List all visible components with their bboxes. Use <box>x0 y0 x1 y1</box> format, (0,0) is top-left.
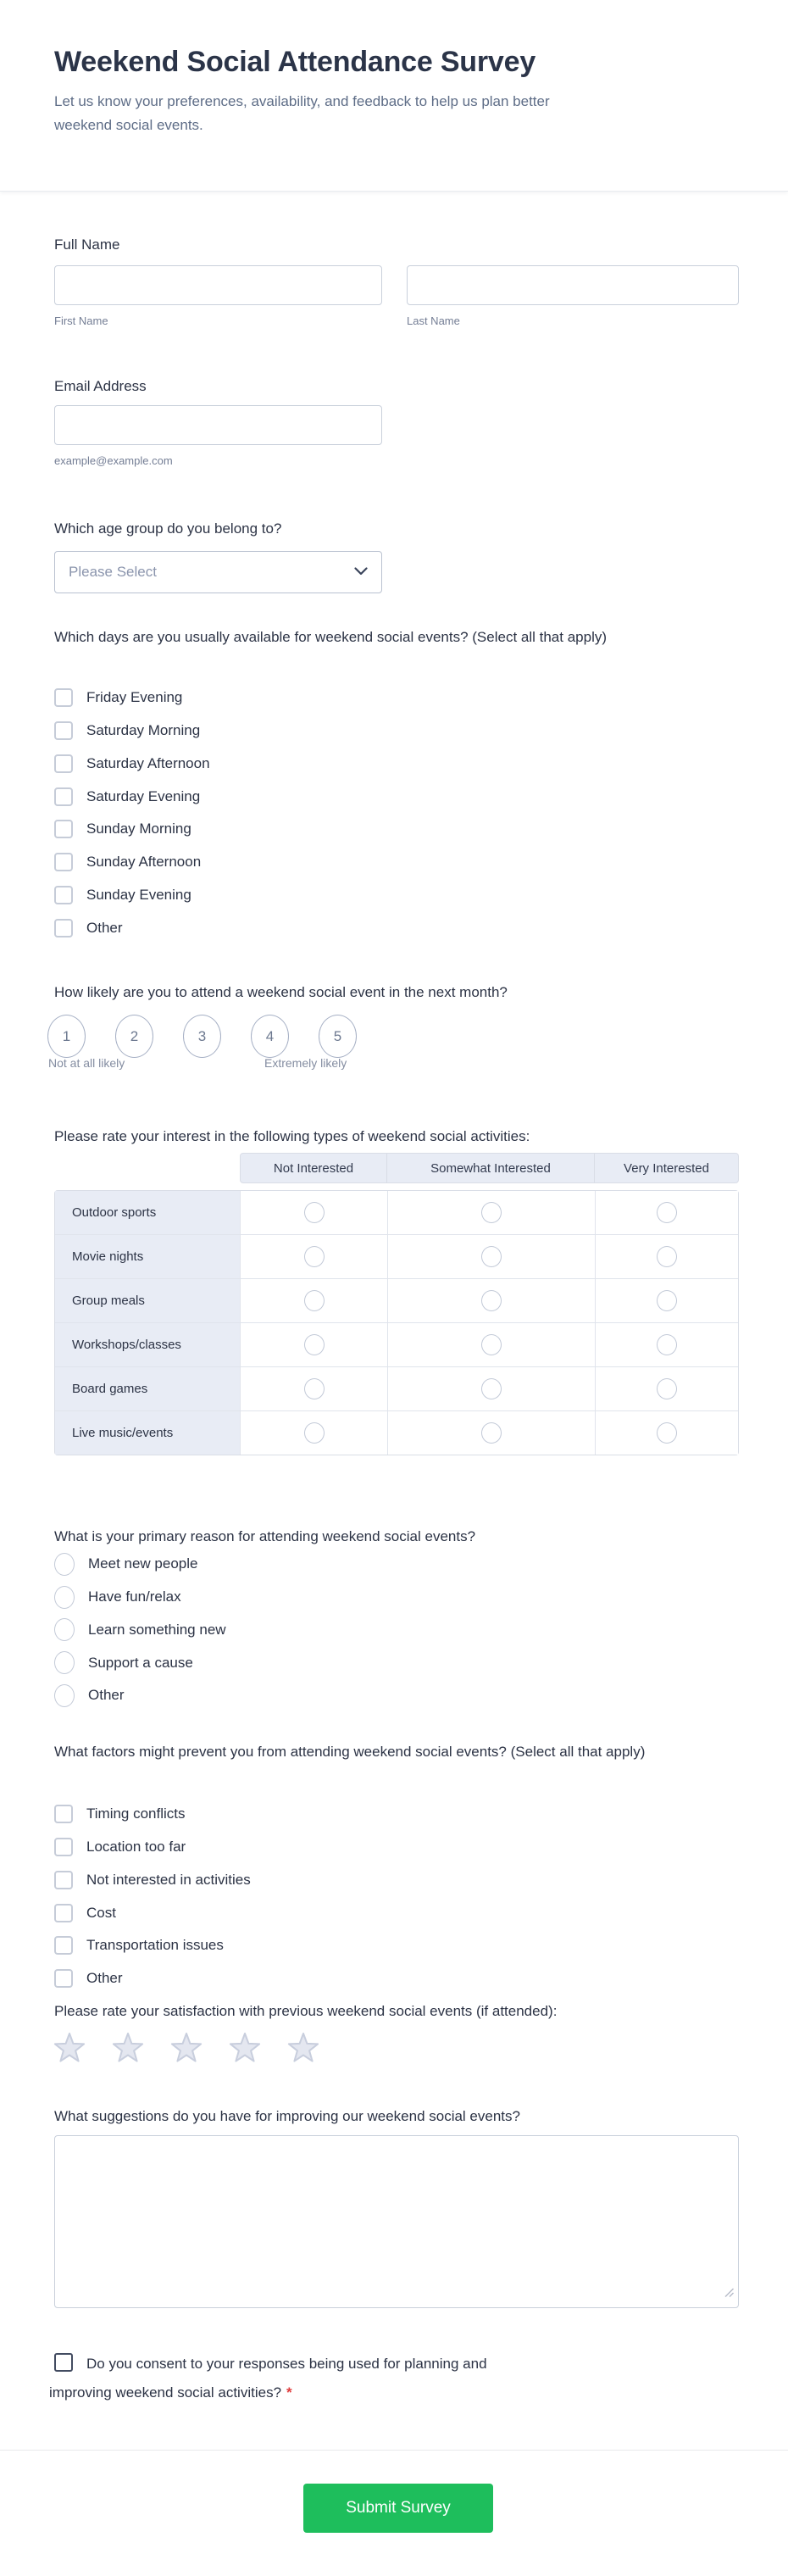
factors-option-label: Cost <box>86 1904 116 1921</box>
scale-option-4[interactable] <box>251 1015 289 1058</box>
checkbox-icon[interactable] <box>54 1805 73 1823</box>
star-icon-1[interactable] <box>53 2031 86 2065</box>
scale-option-number: 5 <box>333 1027 342 1044</box>
reason-option-3[interactable] <box>54 1614 226 1647</box>
radio-icon[interactable] <box>304 1334 325 1355</box>
days-option-8[interactable] <box>54 911 210 944</box>
radio-icon[interactable] <box>657 1422 677 1444</box>
factors-option-label: Timing conflicts <box>86 1805 186 1822</box>
radio-icon[interactable] <box>54 1651 75 1674</box>
scale-min-label: Not at all likely <box>48 1056 125 1070</box>
age-group-label: Which age group do you belong to? <box>54 520 282 537</box>
checkbox-icon[interactable] <box>54 919 73 937</box>
radio-icon[interactable] <box>481 1290 502 1311</box>
scale-option-5[interactable] <box>319 1015 357 1058</box>
matrix-row-label: Outdoor sports <box>55 1191 240 1234</box>
days-option-label: Other <box>86 919 123 936</box>
days-option-7[interactable] <box>54 879 210 912</box>
submit-button[interactable]: Submit Survey <box>303 2484 493 2533</box>
reason-option-label: Other <box>88 1687 125 1704</box>
checkbox-icon[interactable] <box>54 721 73 740</box>
matrix-row <box>55 1410 738 1455</box>
reason-option-1[interactable] <box>54 1548 226 1581</box>
scale-max-label: Extremely likely <box>264 1056 347 1070</box>
radio-icon[interactable] <box>304 1378 325 1399</box>
days-option-3[interactable] <box>54 748 210 781</box>
matrix-cell-movie-nights-not-interested[interactable] <box>240 1235 387 1278</box>
scale-option-number: 2 <box>130 1027 139 1044</box>
page-subtitle: Let us know your preferences, availability, and feedback to help us plan better weekend social events. <box>54 93 550 133</box>
days-option-label: Sunday Evening <box>86 886 191 903</box>
days-checkbox-group <box>54 682 210 944</box>
days-option-label: Saturday Morning <box>86 722 201 739</box>
days-option-6[interactable] <box>54 846 210 879</box>
reason-option-4[interactable] <box>54 1646 226 1679</box>
matrix-cell-movie-nights-very-interested[interactable] <box>595 1235 738 1278</box>
matrix-column-header: Somewhat Interested <box>387 1153 595 1183</box>
reason-option-label: Have fun/relax <box>88 1588 181 1605</box>
star-icon-2[interactable] <box>111 2031 145 2065</box>
matrix-cell-live-music-events-not-interested[interactable] <box>240 1411 387 1455</box>
star-icon-5[interactable] <box>286 2031 320 2065</box>
factors-option-5[interactable] <box>54 1929 251 1962</box>
factors-option-1[interactable] <box>54 1798 251 1831</box>
matrix-cell-workshops-classes-very-interested[interactable] <box>595 1323 738 1366</box>
first-name-sublabel: First Name <box>54 314 108 327</box>
factors-label: What factors might prevent you from attending weekend social events? (Select all that apply) <box>54 1744 646 1760</box>
matrix-row-label: Group meals <box>55 1279 240 1322</box>
matrix-row-label: Movie nights <box>55 1235 240 1278</box>
required-asterisk: * <box>286 2384 292 2401</box>
radio-icon[interactable] <box>657 1290 677 1311</box>
suggestions-label: What suggestions do you have for improving our weekend social events? <box>54 2108 520 2124</box>
matrix-cell-board-games-not-interested[interactable] <box>240 1367 387 1410</box>
suggestions-textarea[interactable] <box>54 2135 739 2308</box>
scale-option-3[interactable] <box>183 1015 221 1058</box>
matrix-row <box>55 1234 738 1278</box>
matrix-cell-workshops-classes-somewhat-interested[interactable] <box>387 1323 595 1366</box>
radio-icon[interactable] <box>54 1586 75 1609</box>
satisfaction-label: Please rate your satisfaction with previous weekend social events (if attended): <box>54 2003 558 2019</box>
scale-option-number: 1 <box>62 1027 71 1044</box>
matrix-row-label: Workshops/classes <box>55 1323 240 1366</box>
radio-icon[interactable] <box>657 1334 677 1355</box>
factors-option-label: Not interested in activities <box>86 1871 251 1888</box>
days-option-1[interactable] <box>54 682 210 715</box>
factors-option-label: Location too far <box>86 1839 186 1855</box>
radio-icon[interactable] <box>54 1684 75 1707</box>
days-label: Which days are you usually available for weekend social events? (Select all that apply) <box>54 629 608 645</box>
radio-icon[interactable] <box>481 1334 502 1355</box>
days-option-label: Friday Evening <box>86 689 183 706</box>
matrix-cell-board-games-very-interested[interactable] <box>595 1367 738 1410</box>
checkbox-icon[interactable] <box>54 1969 73 1988</box>
scale-option-number: 4 <box>265 1027 275 1044</box>
days-option-label: Saturday Evening <box>86 787 201 804</box>
checkbox-icon[interactable] <box>54 886 73 904</box>
scale-option-1[interactable] <box>47 1015 86 1058</box>
matrix-cell-group-meals-not-interested[interactable] <box>240 1279 387 1322</box>
matrix-column-header: Not Interested <box>240 1153 387 1183</box>
age-group-placeholder: Please Select <box>69 564 157 580</box>
matrix-cell-group-meals-somewhat-interested[interactable] <box>387 1279 595 1322</box>
matrix-row <box>55 1366 738 1410</box>
factors-option-3[interactable] <box>54 1864 251 1897</box>
days-option-label: Sunday Afternoon <box>86 854 202 871</box>
page-title: Weekend Social Attendance Survey <box>54 46 536 78</box>
days-option-5[interactable] <box>54 813 210 846</box>
radio-icon[interactable] <box>304 1246 325 1267</box>
suggestions-field <box>54 2135 739 2308</box>
matrix-row <box>55 1322 738 1366</box>
star-icon-4[interactable] <box>228 2031 262 2065</box>
radio-icon[interactable] <box>481 1378 502 1399</box>
factors-option-label: Other <box>86 1970 123 1987</box>
matrix-row <box>55 1278 738 1322</box>
interest-matrix-label: Please rate your interest in the following types of weekend social activities: <box>54 1128 530 1144</box>
matrix-body <box>54 1190 739 1455</box>
star-rating <box>53 2031 345 2065</box>
days-option-4[interactable] <box>54 780 210 813</box>
full-name-label: Full Name <box>54 236 120 253</box>
footer-divider <box>0 2450 788 2451</box>
last-name-input[interactable] <box>407 265 739 305</box>
days-option-label: Sunday Morning <box>86 821 191 837</box>
reason-option-2[interactable] <box>54 1581 226 1614</box>
likelihood-label: How likely are you to attend a weekend social event in the next month? <box>54 984 508 1000</box>
days-option-2[interactable] <box>54 715 210 748</box>
checkbox-icon[interactable] <box>54 820 73 838</box>
matrix-cell-live-music-events-very-interested[interactable] <box>595 1411 738 1455</box>
form-header <box>0 0 788 192</box>
matrix-cell-live-music-events-somewhat-interested[interactable] <box>387 1411 595 1455</box>
checkbox-icon[interactable] <box>54 787 73 806</box>
radio-icon[interactable] <box>481 1202 502 1223</box>
factors-option-6[interactable] <box>54 1962 251 1995</box>
checkbox-icon[interactable] <box>54 1871 73 1889</box>
email-label: Email Address <box>54 378 147 394</box>
radio-icon[interactable] <box>481 1422 502 1444</box>
reason-option-5[interactable] <box>54 1679 226 1712</box>
age-group-select[interactable] <box>54 551 382 593</box>
matrix-row-label: Board games <box>55 1367 240 1410</box>
chevron-down-icon <box>354 565 368 580</box>
star-icon-3[interactable] <box>169 2031 203 2065</box>
likelihood-scale <box>47 1015 386 1058</box>
factors-option-2[interactable] <box>54 1831 251 1864</box>
radio-icon[interactable] <box>304 1290 325 1311</box>
first-name-input[interactable] <box>54 265 382 305</box>
scale-option-number: 3 <box>197 1027 207 1044</box>
radio-icon[interactable] <box>657 1378 677 1399</box>
email-sublabel: example@example.com <box>54 454 173 467</box>
factors-checkbox-group <box>54 1798 251 1995</box>
radio-icon[interactable] <box>304 1422 325 1444</box>
matrix-cell-outdoor-sports-somewhat-interested[interactable] <box>387 1191 595 1234</box>
matrix-cell-outdoor-sports-very-interested[interactable] <box>595 1191 738 1234</box>
radio-icon[interactable] <box>481 1246 502 1267</box>
matrix-cell-outdoor-sports-not-interested[interactable] <box>240 1191 387 1234</box>
reason-label: What is your primary reason for attending weekend social events? <box>54 1528 476 1544</box>
scale-option-2[interactable] <box>115 1015 153 1058</box>
last-name-sublabel: Last Name <box>407 314 460 327</box>
reason-option-label: Meet new people <box>88 1555 198 1572</box>
consent-label: Do you consent to your responses being used for planning and improving weekend social activities? <box>49 2356 487 2401</box>
matrix-cell-board-games-somewhat-interested[interactable] <box>387 1367 595 1410</box>
matrix-cell-workshops-classes-not-interested[interactable] <box>240 1323 387 1366</box>
reason-option-label: Support a cause <box>88 1654 193 1671</box>
matrix-cell-movie-nights-somewhat-interested[interactable] <box>387 1235 595 1278</box>
consent-checkbox[interactable] <box>54 2353 73 2372</box>
reason-radio-group <box>54 1548 226 1712</box>
matrix-cell-group-meals-very-interested[interactable] <box>595 1279 738 1322</box>
consent-field[interactable] <box>49 2350 549 2407</box>
matrix-header-row <box>240 1153 739 1183</box>
checkbox-icon[interactable] <box>54 1904 73 1922</box>
matrix-column-header: Very Interested <box>595 1153 739 1183</box>
radio-icon[interactable] <box>304 1202 325 1223</box>
checkbox-icon[interactable] <box>54 1838 73 1856</box>
matrix-row <box>55 1191 738 1234</box>
checkbox-icon[interactable] <box>54 754 73 773</box>
radio-icon[interactable] <box>657 1202 677 1223</box>
checkbox-icon[interactable] <box>54 688 73 707</box>
email-input[interactable] <box>54 405 382 445</box>
matrix-row-label: Live music/events <box>55 1411 240 1455</box>
factors-option-4[interactable] <box>54 1896 251 1929</box>
checkbox-icon[interactable] <box>54 853 73 871</box>
radio-icon[interactable] <box>657 1246 677 1267</box>
checkbox-icon[interactable] <box>54 1936 73 1955</box>
factors-option-label: Transportation issues <box>86 1937 224 1954</box>
reason-option-label: Learn something new <box>88 1621 226 1638</box>
days-option-label: Saturday Afternoon <box>86 754 210 771</box>
radio-icon[interactable] <box>54 1553 75 1576</box>
radio-icon[interactable] <box>54 1618 75 1641</box>
